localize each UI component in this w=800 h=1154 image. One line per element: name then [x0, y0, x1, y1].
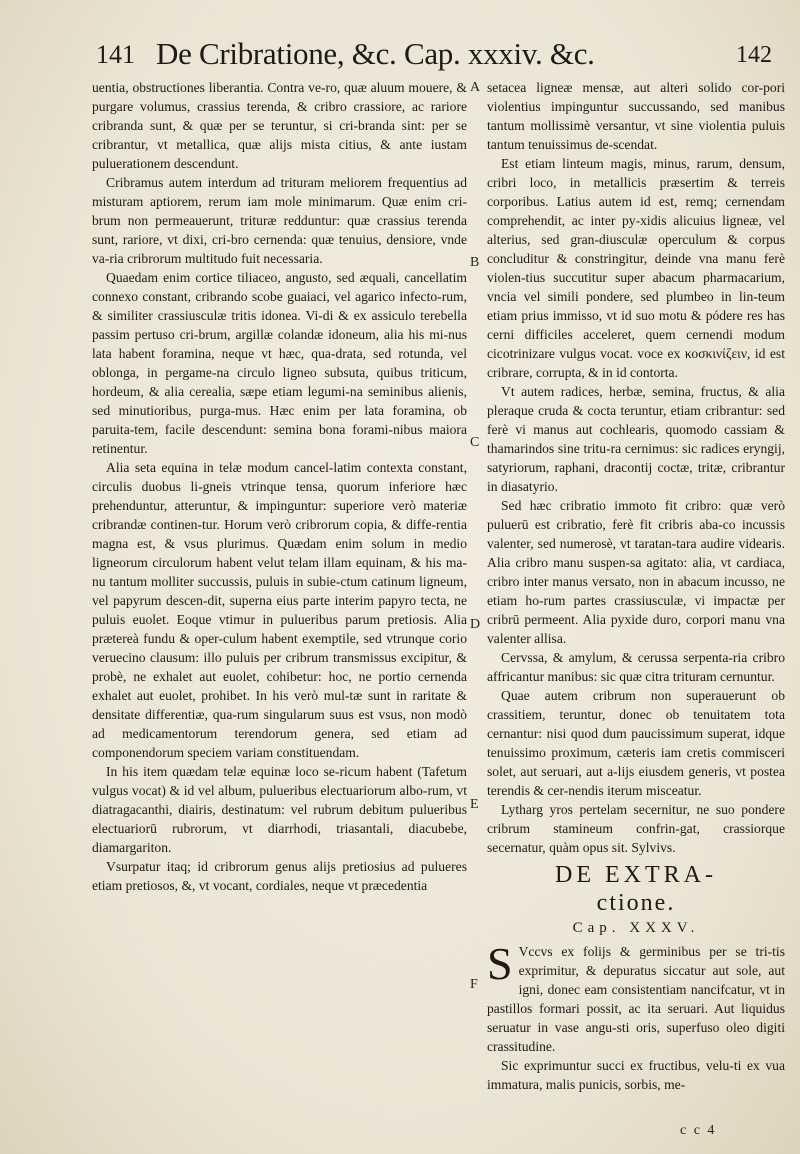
- left-text-column: [92, 78, 467, 895]
- signature-mark: c c 4: [680, 1123, 717, 1138]
- paragraph: Vt autem radices, herbæ, semina, fructus, & alia pleraque cruda & cocta teruntur, etiam cribrantur: sed ferè vi manus aut cochlearis, quomodo cassiam & thamarindos sine tritu-ra cernimus: sic radices eryngij, satyriorum, raphani, dracontij coctæ, tritæ, cribrantur in diasatyrio.: [487, 384, 785, 494]
- margin-letter-e: E: [470, 797, 479, 812]
- drop-cap: S: [487, 938, 513, 989]
- paragraph: Cribramus autem interdum ad trituram meliorem frequentius ad misturam aptiorem, rerum iam mole minimarum. Quæ enim cri-brum non permeauerunt, trituræ redduntur: quæ crassius terenda sunt, rariore, vt dixi, cri-bro cernenda: quæ tenuius, densiore, vnde va-ria cribrorum multitudo fuit necessaria.: [92, 175, 467, 266]
- paragraph: Est etiam linteum magis, minus, rarum, densum, cribri loco, in metallicis præsertim & terreis corporibus. Latius autem id est, remq; cernendam comprehendit, ac inter py-xidis alicuius ligneæ, vel alterius, sed gran-diusculæ operculum & corpus concluditur & constringitur, deinde vna manu ferè violen-tius succutitur super abacum pharmacarium, vncia vel simili pondere, sed plumbeo in lin-teum etiam prius immisso, vt id suo motu & pódere res has cerni difficiles acceleret, quem cernendi modum cicotrinizare vulgus vocat. voce ex κοσκινίζειν, id est cribrare, corrupta, & in id contorta.: [487, 156, 785, 380]
- paragraph: Alia seta equina in telæ modum cancel-latim contexta constant, circulis duobus li-gneis vtrinque tensa, quorum inferiore hæc prehenduntur, atteruntur, & impinguntur: superiore verò materiæ cribrandæ continen-tur. Horum verò cribrorum copia, & diffe-rentia magna est, & vsus plurimus. Quædam enim solum in medio ligneorum circulorum habent velut telam illam equinam, & his ma-nu tantum molliter succussis, puluis in subie-ctum catinum ligneum, vel papyrum descen-dit, superna eius parte interim papyro tecta, ne puluis euolet. Eoque vtimur in pulueribus parum pretiosis. Alia prætereà fundu & oper-culum habent exemptile, sed vtrunque corio veruecino clausum: illo puluis per cribrum transmissus excipitur, & probè, ne exhalet aut euolet, cohibetur: hoc, ne portio cernenda exhalet aut euolet, prohibet. In his verò mul-tæ sunt in raritate & densitate differentiæ, qua-rum singularum suus est vsus, non modò ad medicamentorum terendorum genera, sed etiam ad componendorum speciem variam constituendam.: [92, 460, 467, 760]
- section-heading: DE EXTRA-: [555, 862, 717, 888]
- paragraph: Vsurpatur itaq; id cribrorum genus alijs pretiosius ad pulueres etiam pretiosos, &, vt vocant, cordiales, neque vt præcedentia: [92, 859, 467, 893]
- chapter-heading: Cap. XXXV.: [572, 920, 700, 936]
- paragraph: Sic exprimuntur succi ex fructibus, velu-ti ex vua immatura, malis punicis, sorbis, me-: [487, 1058, 785, 1092]
- margin-letter-d: D: [470, 617, 481, 632]
- section-paragraph-text: Vccvs ex folijs & germinibus per se tri-tis exprimitur, & depuratus siccatur aut sole, aut igni, donec eam consistentiam nancifcatur, vt in pastillos formari possit, ac ita seruari. Aut liquidus seruatur in vase angu-sti oris, superfuso oleo digiti crassitudine.: [487, 944, 785, 1054]
- section-paragraph: [487, 938, 785, 1056]
- margin-letter-a: A: [470, 80, 481, 95]
- margin-letter-f: F: [470, 977, 478, 992]
- right-text-column: [487, 78, 785, 1094]
- running-title: De Cribratione, &c. Cap. xxxiv. &c.: [156, 36, 595, 71]
- paragraph: Quaedam enim cortice tiliaceo, angusto, sed æquali, cancellatim connexo constant, cribrando scobe guaiaci, vel agarico infecto-rum, & similiter crassiusculæ tritis idonea. Vi-di & ex assiculo terebella passim pertuso cri-brum, argillæ colandæ idoneum, alia his mi-nus lata habent foramina, neque vt hæc, qua-drata, sed rotunda, vel oblonga, in pergame-na circulo ligneo subsuta, quibus triticum, hordeum, & alia cerealia, sæpe etiam legumi-na seminibus alienis, sed minutioribus, purga-mus. Hæc enim per lata foramina, ob paruita-tem, facile descendunt: semina bona forami-nibus maiora retinentur.: [92, 270, 467, 456]
- paragraph: Quae autem cribrum non superauerunt ob crassitiem, teruntur, donec ob tenuitatem tota cernantur: nisi quod dum paucissimum superat, idque tenuissimo proximum, cæteris iam cretis commisceri solet, aut seruari, aut a-lijs eiusdem generis, vt postea terendis & cer-nendis iterum misceatur.: [487, 688, 785, 798]
- paragraph: Lytharg yros pertelam secernitur, ne suo pondere cribrum stamineum confrin-gat, crassiorque secernatur, quàm opus sit. Sylvivs.: [487, 802, 785, 855]
- margin-letter-b: B: [470, 255, 480, 270]
- folio-number-left: 141: [96, 40, 135, 69]
- folio-number-right: 142: [736, 42, 772, 68]
- section-heading-continuation: ctione.: [596, 890, 676, 916]
- paragraph: setacea ligneæ mensæ, aut alteri solido cor-pori violentius impinguntur succussando, sed manibus tantum mollissimè versantur, vt sine violentia puluis tantum tenuissimus de-scendat.: [487, 80, 785, 152]
- paragraph: In his item quædam telæ equinæ loco se-ricum habent (Tafetum vulgus vocat) & id vel album, pulueribus electuariorum albo-rum, vt diatragacanthi, diairis, destinatum: vel rubrum debitum pulueribus electuariorū rubrorum, vt diarrhodi, triasantali, diacubebe, diamargariton.: [92, 764, 467, 855]
- paragraph: Sed hæc cribratio immoto fit cribro: quæ verò puluerū est cribratio, ferè fit cribris aba-co incussis valenter, sed numerosè, vt taratan-tara audire videaris. Alia cribro manu suspen-sa agitato: alia, vt cardiaca, cribro inter manus versato, non in abacum incusso, ne etiam ho-rum partes crassiusculæ, vi impactæ per cribrū permeent. Alia pyxide duro, corpori manu vna valenter allisa.: [487, 498, 785, 646]
- running-header: [96, 38, 772, 78]
- paragraph: uentia, obstructiones liberantia. Contra ve-ro, quæ aluum mouere, & purgare volumus, crassius terenda, & cribro crassiore, ac rariore cribranda sunt, & quæ per se teruntur, si cri-branda sint: per se cribrantur, vt metallica, quæ alijs mista citius, & ante iustam puluerationem descendunt.: [92, 80, 467, 171]
- margin-letter-c: C: [470, 435, 480, 450]
- paragraph: Cervssa, & amylum, & cerussa serpenta-ria cribro affricantur manibus: sic quæ citra trituram cernuntur.: [487, 650, 785, 684]
